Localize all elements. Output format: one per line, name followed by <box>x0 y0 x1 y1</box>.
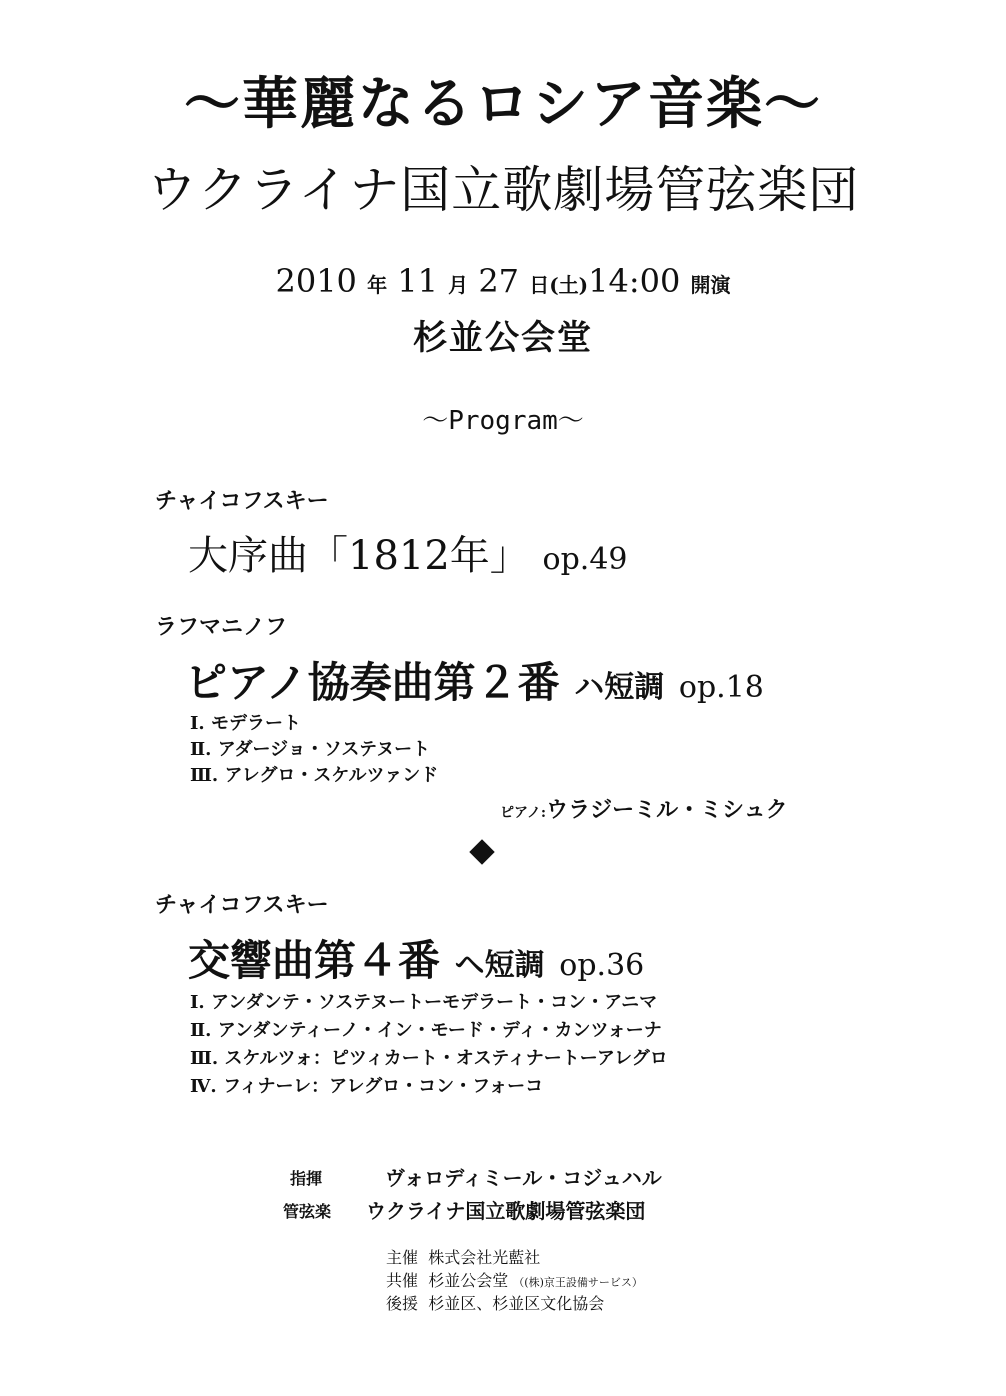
support-name: 杉並区、杉並区文化協会 <box>428 1294 605 1313</box>
month: 11 <box>397 262 438 300</box>
cohost-note: （(株)京王設備サービス） <box>513 1276 643 1289</box>
support-label: 後援 <box>386 1294 419 1313</box>
cohost-name: 杉並公会堂 <box>428 1271 509 1290</box>
organizer-label: 主催 <box>386 1248 419 1267</box>
soloist-line <box>500 793 788 824</box>
work2-composer: ラフマニノフ <box>155 614 288 640</box>
program-heading: ～Program～ <box>422 406 584 436</box>
work3-composer: チャイコフスキー <box>155 892 329 918</box>
soloist-name: ウラジーミル・ミシュク <box>546 797 788 823</box>
year-unit: 年 <box>367 273 388 297</box>
diamond-separator-icon <box>469 839 494 864</box>
work2-movement-2: Ⅱ. アダージョ・ソステヌート <box>190 739 431 760</box>
start-label: 開演 <box>690 273 731 297</box>
work3-key: ヘ短調 <box>454 948 545 983</box>
orchestra-label: 管弦楽 <box>283 1202 332 1221</box>
work1-title: 大序曲「1812年」 <box>188 533 530 579</box>
work1-opus: op.49 <box>542 542 628 577</box>
day-unit: 日(土) <box>529 273 589 297</box>
work3-title: 交響曲第４番 <box>188 936 441 985</box>
support-line <box>386 1291 604 1314</box>
conductor-name: ヴォロディミール・コジュハル <box>385 1166 662 1190</box>
start-time: 14:00 <box>588 262 681 300</box>
cohost-label: 共催 <box>386 1271 419 1290</box>
work3-opus: op.36 <box>559 948 645 983</box>
work2-title: ピアノ協奏曲第２番 <box>185 658 560 707</box>
soloist-label: ピアノ: <box>500 805 547 821</box>
work3-movement-1: Ⅰ. アンダンテ・ソステヌートーモデラート・コン・アニマ <box>190 992 658 1013</box>
day: 27 <box>478 262 520 300</box>
work3-movement-2: Ⅱ. アンダンティーノ・イン・モード・ディ・カンツォーナ <box>190 1020 662 1041</box>
cohost-line <box>386 1268 643 1291</box>
work1-composer: チャイコフスキー <box>155 488 329 514</box>
conductor-label: 指揮 <box>290 1169 323 1188</box>
work3-movement-3: Ⅲ. スケルツォ：ピツィカート・オスティナートーアレグロ <box>190 1048 668 1069</box>
work3-title-line <box>188 928 644 988</box>
orchestra-name: ウクライナ国立歌劇場管弦楽団 <box>366 1199 646 1223</box>
orchestra-title: ウクライナ国立歌劇場管弦楽団 <box>146 161 860 219</box>
work3-movement-4: Ⅳ. フィナーレ：アレグロ・コン・フォーコ <box>190 1076 544 1097</box>
year: 2010 <box>275 262 357 300</box>
organizer-line <box>386 1245 540 1268</box>
work2-movement-1: Ⅰ. モデラート <box>190 713 301 734</box>
venue: 杉並公会堂 <box>413 318 593 358</box>
work2-title-line <box>185 650 764 710</box>
work2-key: ハ短調 <box>574 670 665 705</box>
work2-opus: op.18 <box>678 670 764 705</box>
event-date <box>0 262 1006 300</box>
work2-movement-3: Ⅲ. アレグロ・スケルツァンド <box>190 765 439 786</box>
month-unit: 月 <box>448 273 469 297</box>
organizer-name: 株式会社光藍社 <box>428 1248 541 1267</box>
work1-title-line <box>188 524 628 581</box>
concert-title: ～華麗なるロシア音楽～ <box>184 71 822 137</box>
